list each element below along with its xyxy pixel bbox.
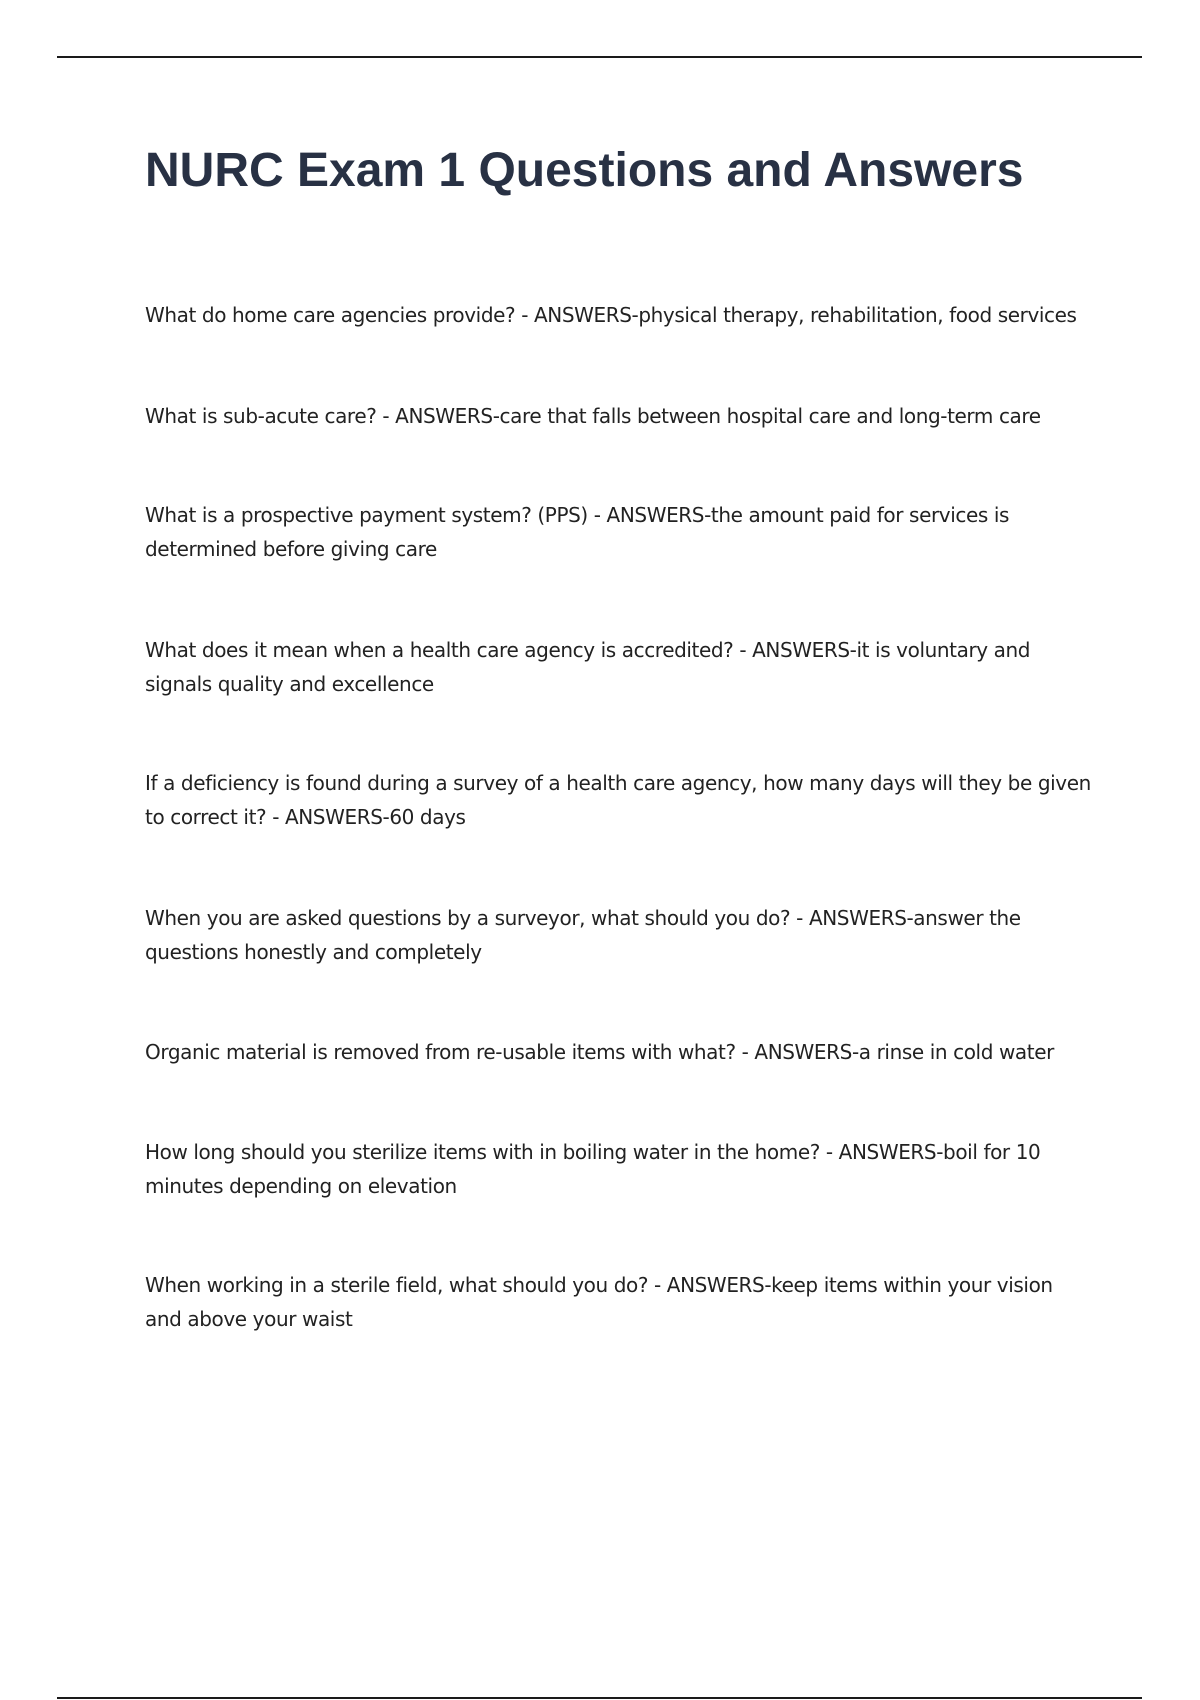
qa-item-5: If a deficiency is found during a survey of a health care agency, how many days will they be given to correct it? - ANSWERS-60 days xyxy=(145,771,1091,829)
qa-item-8: How long should you sterilize items with in boiling water in the home? - ANSWERS-boil for 10 minutes depending on elevation xyxy=(145,1140,1041,1198)
qa-item-7: Organic material is removed from re-usable items with what? - ANSWERS-a rinse in cold water xyxy=(145,1040,1054,1064)
document-title: NURC Exam 1 Questions and Answers xyxy=(145,144,1024,197)
qa-item-9: When working in a sterile field, what should you do? - ANSWERS-keep items within your vision and above your waist xyxy=(145,1273,1053,1331)
qa-item-6: When you are asked questions by a surveyor, what should you do? - ANSWERS-answer the questions honestly and completely xyxy=(145,906,1021,964)
qa-item-1: What do home care agencies provide? - ANSWERS-physical therapy, rehabilitation, food services xyxy=(145,303,1077,327)
qa-item-2: What is sub-acute care? - ANSWERS-care that falls between hospital care and long-term care xyxy=(145,404,1041,428)
qa-item-3: What is a prospective payment system? (PPS) - ANSWERS-the amount paid for services is determined before giving care xyxy=(145,503,1010,561)
header-rule xyxy=(57,56,1142,58)
qa-item-4: What does it mean when a health care agency is accredited? - ANSWERS-it is voluntary and signals quality and excellence xyxy=(145,638,1031,696)
footer-rule xyxy=(57,1697,1142,1699)
